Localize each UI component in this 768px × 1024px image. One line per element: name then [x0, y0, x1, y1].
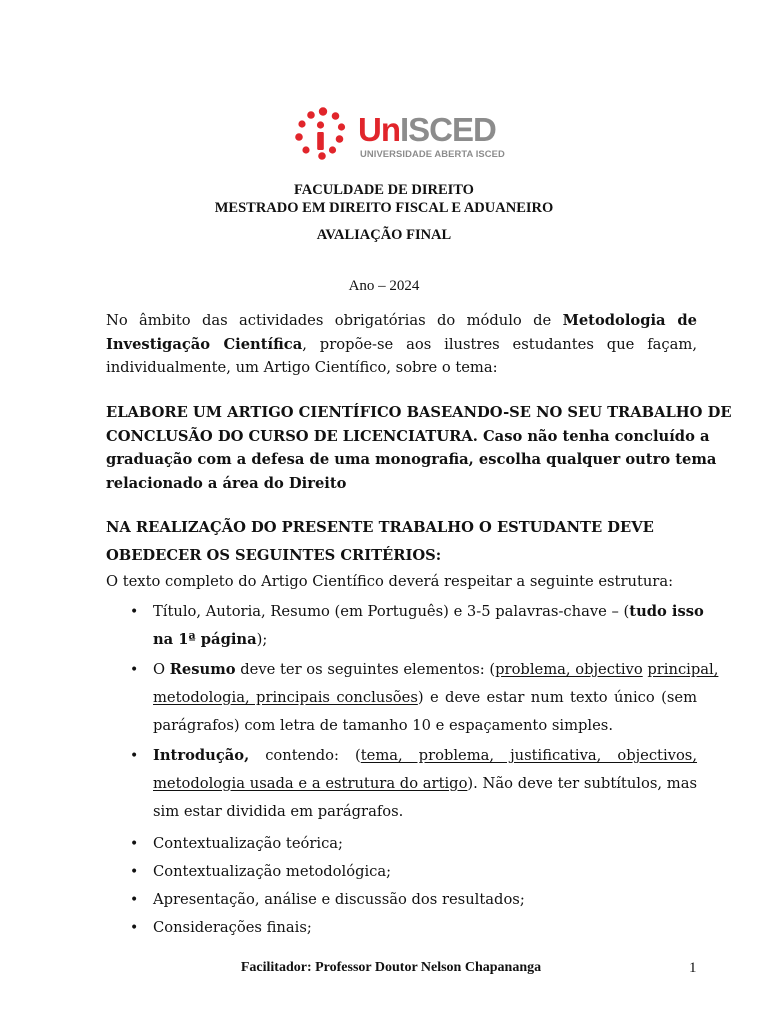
list-item	[106, 886, 697, 914]
list-text: Apresentação, análise e discussão dos resultados;	[153, 891, 525, 908]
list-text: contendo: (	[249, 747, 361, 764]
list-text: sim estar dividida em parágrafos.	[153, 803, 404, 820]
list-text-underlined: tema, problema, justificativa, objectivos,	[360, 747, 698, 764]
list-text-underlined: metodologia usada e a estrutura do artigo	[153, 775, 468, 792]
list-item	[106, 858, 697, 886]
list-text-bold: na 1ª página	[153, 631, 257, 648]
page-number: 1	[689, 960, 697, 976]
list-text: );	[256, 631, 268, 648]
list-text: ). Não deve ter subtítulos, mas	[467, 775, 697, 792]
list-text-underlined: problema, objectivo	[495, 661, 643, 678]
criteria-heading-line: OBEDECER OS SEGUINTES CRITÉRIOS:	[106, 547, 442, 564]
list-item	[106, 830, 697, 858]
intro-text: , propõe-se aos ilustres estudantes que façam,	[302, 335, 698, 353]
year-line: Ano – 2024	[348, 278, 420, 294]
bullet-icon: •	[130, 604, 139, 620]
list-text: ) e deve estar num texto único (sem	[417, 689, 697, 706]
logo-un: Un	[358, 111, 400, 148]
unisced-logo-mark-icon	[292, 106, 354, 166]
bullet-icon: •	[130, 836, 139, 852]
list-text-underlined: principal,	[647, 661, 719, 678]
logo-wordmark	[358, 112, 496, 148]
list-item	[106, 914, 697, 942]
theme-line: relacionado a área do Direito	[106, 474, 347, 492]
criteria-heading	[106, 514, 706, 570]
list-text-bold: Resumo	[169, 661, 236, 678]
list-text-bold: tudo isso	[629, 603, 704, 620]
list-text: Contextualização teórica;	[153, 835, 344, 852]
bullet-icon: •	[130, 892, 139, 908]
list-text: Considerações finais;	[153, 919, 312, 936]
facilitator-line: Facilitador: Professor Doutor Nelson Chapananga	[240, 960, 542, 975]
logo-subtitle: UNIVERSIDADE ABERTA ISCED	[360, 148, 505, 159]
list-text: O	[153, 661, 170, 678]
list-text-underlined: metodologia, principais conclusões	[153, 689, 418, 706]
program-heading: MESTRADO EM DIREITO FISCAL E ADUANEIRO	[214, 200, 554, 216]
list-text: parágrafos) com letra de tamanho 10 e espaçamento simples.	[153, 717, 614, 734]
bullet-icon: •	[130, 662, 139, 678]
list-text: Título, Autoria, Resumo (em Português) e 3-5 palavras-chave – (	[153, 603, 630, 620]
criteria-heading-line: NA REALIZAÇÃO DO PRESENTE TRABALHO O ESTUDANTE DEVE	[106, 519, 654, 536]
bullet-icon: •	[130, 920, 139, 936]
intro-paragraph	[106, 309, 697, 380]
theme-line: CONCLUSÃO DO CURSO DE LICENCIATURA.	[106, 427, 478, 445]
theme-line: graduação com a defesa de uma monografia, escolha qualquer outro tema	[106, 451, 717, 468]
list-text: deve ter os seguintes elementos: (	[235, 661, 496, 678]
logo-isced: ISCED	[400, 111, 496, 148]
list-item	[106, 656, 719, 742]
structure-intro: O texto completo do Artigo Científico deverá respeitar a seguinte estrutura:	[106, 573, 674, 590]
theme-paragraph	[106, 401, 732, 495]
intro-text: individualmente, um Artigo Científico, sobre o tema:	[106, 359, 498, 376]
list-text-bold: Introdução,	[153, 747, 250, 764]
evaluation-heading: AVALIAÇÃO FINAL	[316, 227, 452, 243]
module-name: Metodologia de	[562, 312, 697, 329]
list-text: Contextualização metodológica;	[153, 863, 392, 880]
bullet-icon: •	[130, 864, 139, 880]
bullet-icon: •	[130, 748, 139, 764]
structure-list	[106, 598, 719, 942]
list-item	[106, 742, 697, 830]
theme-line: ELABORE UM ARTIGO CIENTÍFICO BASEANDO-SE NO SEU TRABALHO DE	[106, 404, 732, 421]
unisced-logo	[292, 106, 524, 166]
theme-line: Caso não tenha concluído a	[477, 427, 710, 445]
intro-text: No âmbito das actividades obrigatórias do módulo de	[106, 312, 563, 329]
module-name-cont: Investigação Científica	[106, 335, 303, 353]
faculty-heading: FACULDADE DE DIREITO	[294, 182, 474, 198]
list-item	[106, 598, 704, 656]
